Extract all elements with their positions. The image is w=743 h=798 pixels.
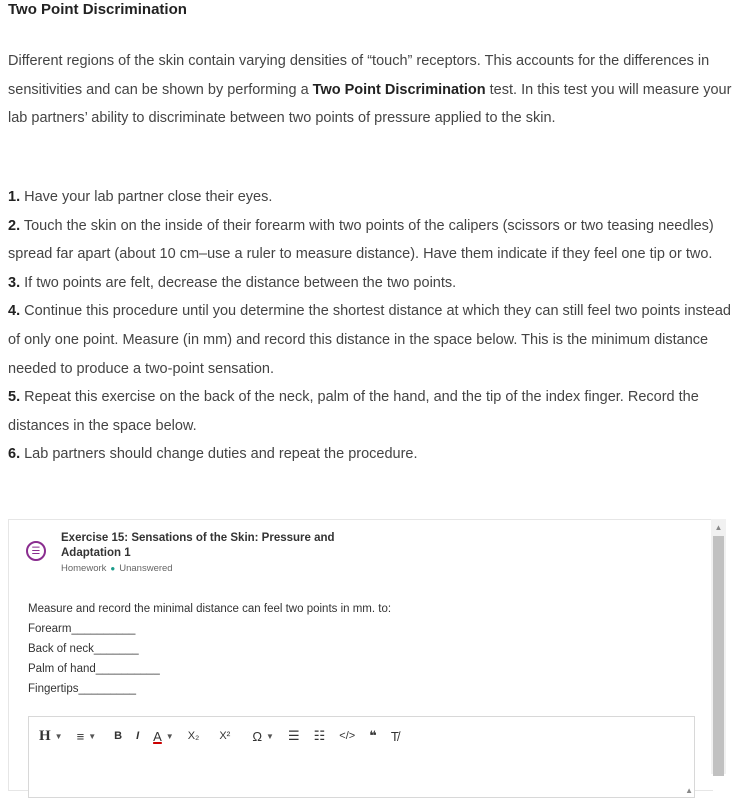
step-item: 4. Continue this procedure until you determine the shortest distance at which they can still feel two points instead of only one point. Measure (in mm) and record this distance in the space below. This is the minimum distance needed to produce a two-point sensation. xyxy=(8,303,731,377)
numbered-list-button[interactable]: ☷ xyxy=(313,728,326,743)
italic-button[interactable]: I xyxy=(136,730,140,742)
chevron-down-icon: ▼ xyxy=(88,731,97,741)
chevron-down-icon: ▼ xyxy=(54,731,63,741)
bold-button[interactable]: B xyxy=(114,730,123,742)
field-forearm: Forearm__________ xyxy=(28,623,136,635)
omega-icon: Ω xyxy=(252,728,263,744)
scrollbar[interactable] xyxy=(711,519,726,774)
status-badge: Unanswered xyxy=(119,563,173,574)
step-item: 5. Repeat this exercise on the back of the neck, palm of the hand, and the tip of the index finger. Record the distances in the space below. xyxy=(8,389,699,434)
intro-text-2: test. In this test you will measure your lab partners’ ability to discriminate between two points of pressure applied to the skin. xyxy=(8,81,732,126)
question-text: Measure and record the minimal distance can feel two points in mm. to: xyxy=(28,603,392,615)
exercise-title[interactable]: Exercise 15: Sensations of the Skin: Pressure and Adaptation 1 xyxy=(61,532,335,559)
heading-button[interactable]: H ▼ xyxy=(39,727,63,744)
chevron-down-icon: ▼ xyxy=(266,731,274,741)
exercise-meta xyxy=(61,563,173,574)
bullet-list-button[interactable]: ☰ xyxy=(287,728,300,743)
clear-format-button[interactable]: T̸ xyxy=(390,728,399,744)
quote-button[interactable]: ❝ xyxy=(369,728,377,743)
editor-scroll-arrow-icon[interactable]: ▲ xyxy=(685,786,693,795)
text-color-button[interactable] xyxy=(153,729,174,744)
field-palm-of-hand: Palm of hand__________ xyxy=(28,663,160,675)
exercise-card xyxy=(8,519,713,795)
chevron-down-icon: ▼ xyxy=(165,731,174,741)
subscript-button[interactable]: X₂ xyxy=(187,730,200,742)
question-block xyxy=(28,599,391,699)
text-color-icon: A xyxy=(153,728,162,744)
special-char-button[interactable] xyxy=(252,729,274,744)
step-item: 1. Have your lab partner close their eyes. xyxy=(8,189,273,205)
steps-list xyxy=(8,183,736,469)
code-button[interactable]: </> xyxy=(339,730,356,742)
intro-paragraph xyxy=(8,47,734,133)
meta-type: Homework xyxy=(61,563,107,574)
list-icon: ☰ xyxy=(26,541,46,561)
scroll-thumb[interactable] xyxy=(713,536,724,776)
field-fingertips: Fingertips_________ xyxy=(28,683,137,695)
editor-toolbar xyxy=(29,717,694,755)
step-item: 3. If two points are felt, decrease the distance between the two points. xyxy=(8,274,457,291)
page-title: Two Point Discrimination xyxy=(8,1,187,18)
intro-bold-term: Two Point Discrimination xyxy=(312,81,486,98)
scroll-up-icon[interactable]: ▲ xyxy=(714,522,723,532)
align-icon: ≡ xyxy=(76,728,85,744)
field-back-of-neck: Back of neck_______ xyxy=(28,643,139,655)
step-item: 6. Lab partners should change duties and repeat the procedure. xyxy=(8,446,418,463)
step-item: 2. Touch the skin on the inside of their forearm with two points of the calipers (scissors or two teasing needles) spread far apart (about 10 cm–use a ruler to measure distance). Have them indicate if they feel one tip or two. xyxy=(8,217,714,263)
intro-text-1: Different regions of the skin contain varying densities of “touch” receptors. This accounts for the differences in sensitivities and can be shown by performing a xyxy=(8,53,710,98)
superscript-button[interactable]: X² xyxy=(219,730,231,742)
align-button[interactable] xyxy=(77,729,97,744)
answer-editor[interactable] xyxy=(28,716,695,798)
status-dot-icon: ● xyxy=(110,564,116,573)
